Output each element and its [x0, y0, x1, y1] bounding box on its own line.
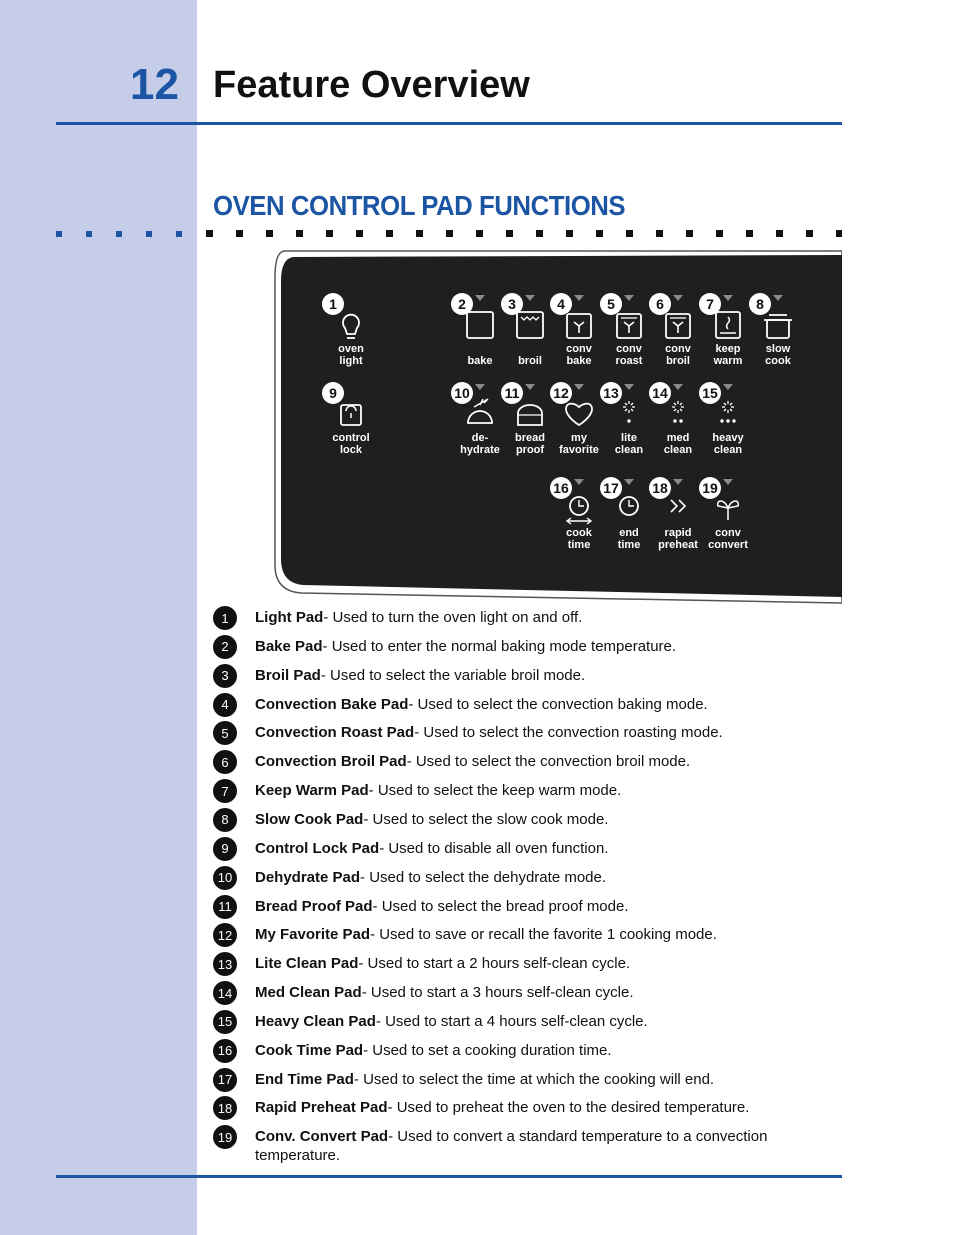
- pad-label-line1: oven: [338, 343, 364, 355]
- pad-label-line1: lite: [621, 432, 637, 444]
- description-row-9: [213, 837, 813, 861]
- description-row-2: [213, 635, 813, 659]
- pad-number: 8: [756, 296, 764, 312]
- description-row-8: [213, 808, 813, 832]
- pad-label-line2: hydrate: [460, 444, 500, 456]
- pad-description: - Used to preheat the oven to the desired temperature.: [387, 1099, 750, 1117]
- pad-name: End Time Pad: [255, 1070, 354, 1088]
- pad-name: My Favorite Pad: [255, 926, 371, 944]
- description-row-12: [213, 923, 813, 947]
- pad-name: Light Pad: [255, 609, 324, 626]
- description-text: [255, 895, 813, 916]
- pad-name: Control Lock Pad: [255, 839, 380, 857]
- description-text: [255, 808, 813, 829]
- pad-name: Broil Pad: [255, 666, 321, 684]
- description-text: [255, 693, 813, 714]
- pad-name: Dehydrate Pad: [255, 868, 361, 886]
- pad-name: Bread Proof Pad: [255, 897, 373, 915]
- pad-number: 13: [603, 385, 619, 401]
- description-number: 12: [213, 923, 237, 947]
- description-number: 3: [213, 664, 237, 688]
- description-row-7: [213, 779, 813, 803]
- pad-name: Keep Warm Pad: [255, 782, 369, 800]
- pad-label-line1: cook: [566, 527, 592, 539]
- pad-number: 10: [454, 385, 470, 401]
- pad-number: 11: [504, 385, 520, 401]
- pad-label-line2: cook: [765, 355, 791, 367]
- description-row-18: [213, 1096, 813, 1120]
- description-row-17: [213, 1068, 813, 1092]
- pad-label-line1: conv: [566, 343, 592, 355]
- description-text: [255, 1068, 813, 1089]
- pad-name: Convection Broil Pad: [255, 753, 407, 771]
- footer-rule: [56, 1175, 842, 1178]
- description-text: [255, 721, 813, 742]
- pad-description: - Used to start a 3 hours self-clean cycle.: [361, 984, 634, 1002]
- description-number: 15: [213, 1010, 237, 1034]
- pad-name: Convection Bake Pad: [255, 695, 409, 713]
- pad-name: Lite Clean Pad: [255, 955, 359, 973]
- pad-label-line1: my: [571, 432, 587, 444]
- pad-number: 9: [329, 385, 337, 401]
- page-sidebar: [0, 0, 197, 1235]
- pad-label-line2: lock: [339, 444, 363, 456]
- description-number: 17: [213, 1068, 237, 1092]
- pad-number: 7: [706, 296, 714, 312]
- pad-description: - Used to save or recall the favorite 1 cooking mode.: [370, 926, 717, 944]
- pad-label-line2: roast: [615, 355, 643, 367]
- pad-number: 18: [652, 480, 668, 496]
- pad-name: Cook Time Pad: [255, 1041, 364, 1059]
- pad-label-line2: warm: [713, 355, 743, 367]
- header-rule: [56, 122, 842, 125]
- description-text: [255, 750, 813, 771]
- pad-label-line2: light: [339, 355, 363, 367]
- pad-label-line1: bread: [515, 432, 545, 444]
- pad-number: 6: [656, 296, 664, 312]
- description-row-16: [213, 1039, 813, 1063]
- pad-label-line1: conv: [665, 343, 691, 355]
- pad-name: Heavy Clean Pad: [255, 1012, 376, 1030]
- pad-description: - Used to select the time at which the cooking will end.: [353, 1070, 715, 1088]
- pad-number: 3: [508, 296, 516, 312]
- pad-label-line2: time: [567, 539, 591, 551]
- page-title: Feature Overview: [213, 64, 530, 106]
- description-row-19: [213, 1125, 813, 1165]
- description-number: 4: [213, 693, 237, 717]
- pad-label-line1: rapid: [664, 527, 692, 539]
- pad-number: 5: [607, 296, 615, 312]
- description-row-4: [213, 693, 813, 717]
- pad-label-line1: keep: [715, 343, 741, 355]
- description-text: [255, 923, 813, 944]
- description-text: [255, 664, 813, 685]
- description-row-14: [213, 981, 813, 1005]
- description-number: 8: [213, 808, 237, 832]
- description-number: 14: [213, 981, 237, 1005]
- pad-label-line2: proof: [515, 444, 545, 456]
- pad-description: - Used to set a cooking duration time.: [363, 1041, 612, 1059]
- pad-label-line2: favorite: [559, 444, 599, 456]
- pad-label-line2: clean: [663, 444, 693, 456]
- pad-label-line2: time: [617, 539, 641, 551]
- pad-label-line2: bake: [566, 355, 592, 367]
- description-number: 9: [213, 837, 237, 861]
- pad-description: - Used to select the dehydrate mode.: [360, 868, 607, 886]
- pad-number: 19: [702, 480, 718, 496]
- pad-number: 17: [603, 480, 619, 496]
- pad-name: Med Clean Pad: [255, 984, 362, 1002]
- pad-number: 4: [557, 296, 565, 312]
- description-number: 2: [213, 635, 237, 659]
- description-text: [255, 779, 813, 800]
- pad-label-line2: clean: [614, 444, 644, 456]
- pad-label-line2: preheat: [658, 539, 698, 551]
- description-row-6: [213, 750, 813, 774]
- description-row-11: [213, 895, 813, 919]
- pad-description: - Used to select the convection baking mode.: [408, 695, 708, 713]
- pad-label-line2: broil: [666, 355, 690, 367]
- pad-description: - Used to select the convection broil mode.: [406, 753, 691, 771]
- description-text: [255, 1096, 813, 1117]
- description-text: [255, 866, 813, 887]
- pad-label-line1: de-: [471, 432, 489, 444]
- pad-name: Conv. Convert Pad: [255, 1128, 389, 1146]
- description-text: [255, 837, 813, 858]
- pad-label-line2: clean: [713, 444, 743, 456]
- description-number: 19: [213, 1125, 237, 1149]
- pad-label-line1: control: [332, 432, 370, 444]
- pad-description: - Used to select the keep warm mode.: [368, 782, 622, 800]
- control-panel: [271, 247, 842, 607]
- pad-number: 14: [652, 385, 668, 401]
- description-text: [255, 635, 813, 656]
- pad-description: - Used to disable all oven function.: [379, 839, 609, 857]
- pad-number: 2: [458, 296, 466, 312]
- description-row-1: [213, 606, 813, 630]
- pad-number: 12: [553, 385, 569, 401]
- pad-name: Convection Roast Pad: [255, 724, 415, 742]
- pad-label-line1: med: [666, 432, 690, 444]
- pad-label-line1: heavy: [712, 432, 744, 444]
- pad-label-line1: slow: [765, 343, 791, 355]
- pad-description: - Used to select the bread proof mode.: [372, 897, 629, 915]
- description-text: [255, 981, 813, 1002]
- description-number: 10: [213, 866, 237, 890]
- pad-description: - Used to start a 4 hours self-clean cycle.: [375, 1012, 648, 1030]
- description-row-10: [213, 866, 813, 890]
- pad-name: Rapid Preheat Pad: [255, 1099, 388, 1117]
- description-text: [255, 1010, 813, 1031]
- pad-label-line2: broil: [518, 355, 542, 367]
- dotted-separator: [56, 230, 842, 238]
- pad-number: 1: [329, 296, 337, 312]
- description-number: 5: [213, 721, 237, 745]
- pad-number: 15: [702, 385, 718, 401]
- pad-label-line1: conv: [715, 527, 741, 539]
- pad-description: - Used to start a 2 hours self-clean cycle.: [358, 955, 631, 973]
- pad-name: Bake Pad: [255, 637, 323, 655]
- description-row-15: [213, 1010, 813, 1034]
- description-number: 16: [213, 1039, 237, 1063]
- pad-description: - Used to select the variable broil mode.: [320, 666, 586, 684]
- pad-description: - Used to turn the oven light on and off.: [323, 609, 583, 626]
- description-number: 11: [213, 895, 237, 919]
- description-text: [255, 1125, 813, 1165]
- pad-description: - Used to convert a standard temperature to a convection temperature.: [255, 1128, 768, 1165]
- description-text: [255, 952, 813, 973]
- description-number: 13: [213, 952, 237, 976]
- pad-label-line2: convert: [708, 539, 748, 551]
- description-number: 1: [213, 606, 237, 630]
- pad-label-line1: conv: [616, 343, 642, 355]
- description-row-13: [213, 952, 813, 976]
- pad-name: Slow Cook Pad: [255, 810, 364, 828]
- pad-description: - Used to select the slow cook mode.: [363, 810, 609, 828]
- description-text: [255, 1039, 813, 1060]
- description-row-5: [213, 721, 813, 745]
- pad-description: - Used to enter the normal baking mode temperature.: [322, 637, 677, 655]
- description-text: [255, 606, 813, 627]
- section-title: OVEN CONTROL PAD FUNCTIONS: [213, 190, 626, 221]
- description-number: 7: [213, 779, 237, 803]
- description-row-3: [213, 664, 813, 688]
- pad-number: 16: [553, 480, 569, 496]
- description-number: 6: [213, 750, 237, 774]
- pad-label-line1: end: [619, 527, 639, 539]
- pad-description: - Used to select the convection roasting mode.: [414, 724, 723, 742]
- description-number: 18: [213, 1096, 237, 1120]
- pad-label-line2: bake: [467, 355, 493, 367]
- page-number: 12: [130, 60, 179, 109]
